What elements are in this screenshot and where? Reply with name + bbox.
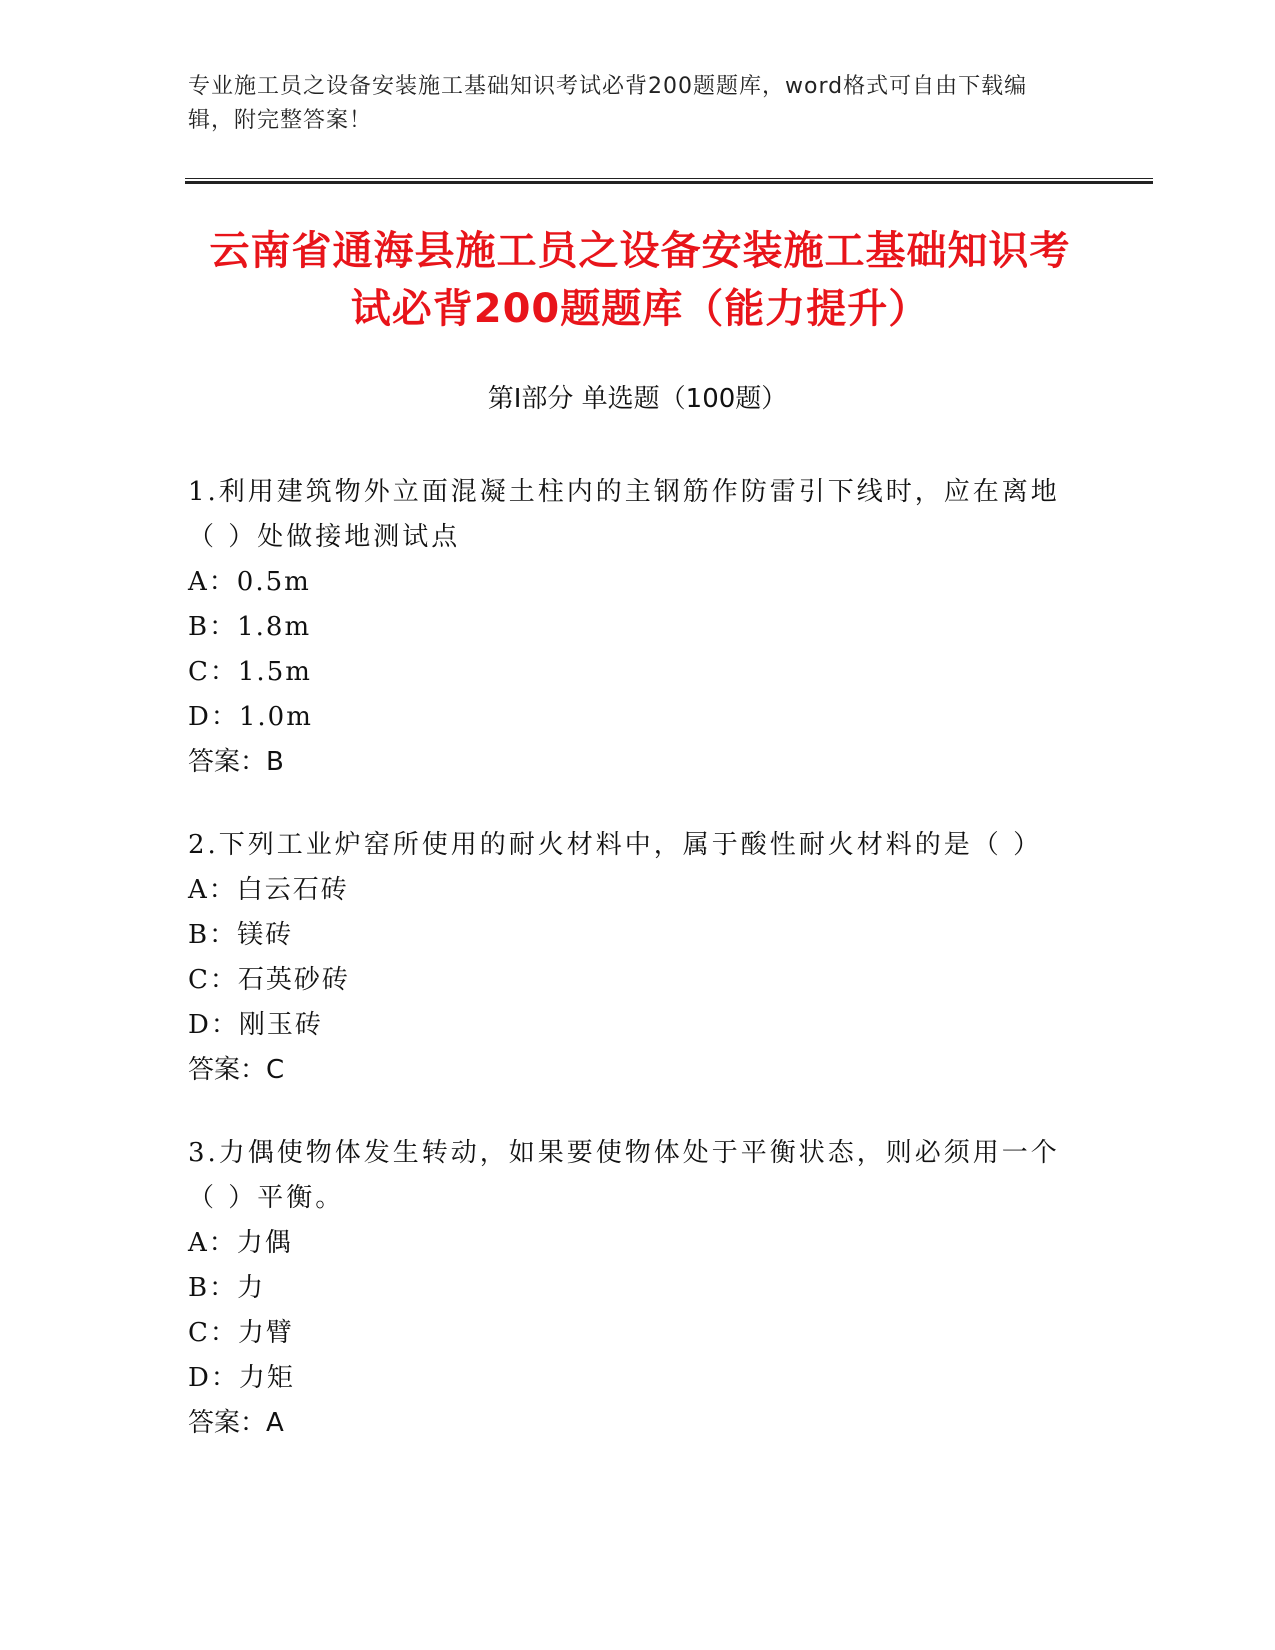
answer: 答案：C bbox=[188, 1055, 285, 1085]
option-b: B：1.8m bbox=[188, 612, 312, 642]
option-d: D：1.0m bbox=[188, 702, 313, 732]
answer: 答案：A bbox=[188, 1408, 284, 1438]
answer: 答案：B bbox=[188, 747, 284, 777]
option-c: C：石英砂砖 bbox=[188, 965, 350, 995]
question-list bbox=[188, 470, 1068, 1484]
page-header: 专业施工员之设备安装施工基础知识考试必背200题题库，word格式可自由下载编辑，附完整答案！ bbox=[188, 74, 1028, 133]
option-b: B：镁砖 bbox=[188, 920, 294, 950]
header-divider-thin bbox=[185, 178, 1153, 179]
question-1 bbox=[188, 470, 1068, 785]
option-c: C：1.5m bbox=[188, 657, 312, 687]
question-stem: 2.下列工业炉窑所使用的耐火材料中，属于酸性耐火材料的是（ ） bbox=[188, 830, 1043, 860]
option-a: A：0.5m bbox=[188, 567, 311, 597]
question-stem: 3.力偶使物体发生转动，如果要使物体处于平衡状态，则必须用一个（ ）平衡。 bbox=[188, 1138, 1060, 1213]
question-2 bbox=[188, 823, 1068, 1093]
question-stem: 1.利用建筑物外立面混凝土柱内的主钢筋作防雷引下线时，应在离地（ ）处做接地测试点 bbox=[188, 477, 1060, 552]
option-a: A：力偶 bbox=[188, 1228, 293, 1258]
option-c: C：力臂 bbox=[188, 1318, 294, 1348]
option-b: B：力 bbox=[188, 1273, 266, 1303]
section-title: 第Ⅰ部分 单选题（100题） bbox=[487, 384, 788, 414]
document-title: 云南省通海县施工员之设备安装施工基础知识考试必背200题题库（能力提升） bbox=[209, 228, 1071, 332]
header-divider-thick bbox=[185, 181, 1153, 184]
question-3 bbox=[188, 1131, 1068, 1446]
option-a: A：白云石砖 bbox=[188, 875, 349, 905]
option-d: D：刚玉砖 bbox=[188, 1010, 323, 1040]
option-d: D：力矩 bbox=[188, 1363, 295, 1393]
